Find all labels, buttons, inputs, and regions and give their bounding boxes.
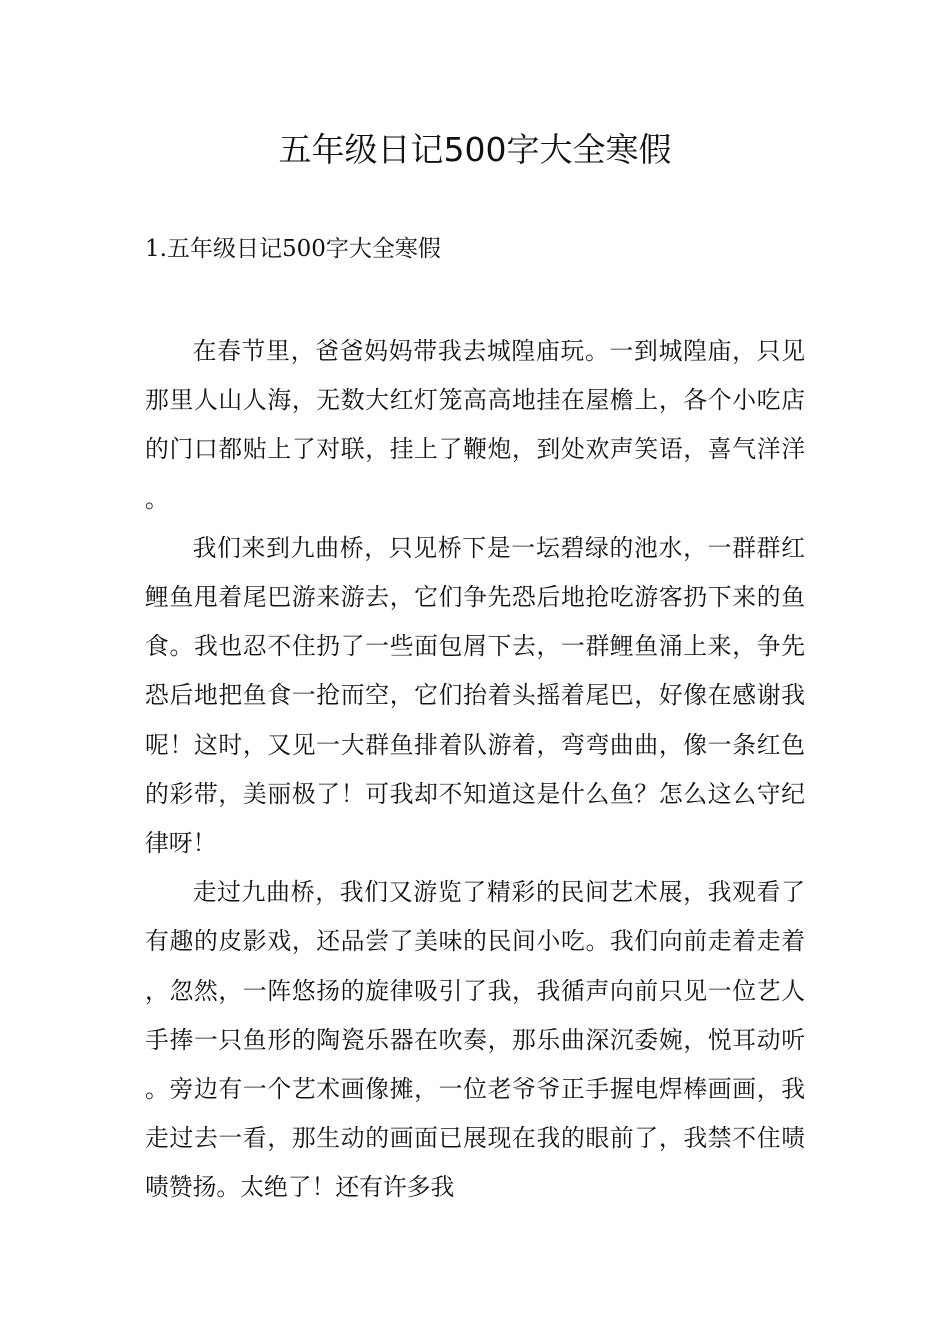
paragraph-3: 走过九曲桥，我们又游览了精彩的民间艺术展，我观看了有趣的皮影戏，还品尝了美味的民间小吃。我们向前走着走着，忽然，一阵悠扬的旋律吸引了我，我循声向前只见一位艺人手捧一只鱼形的陶瓷乐器在吹奏，那乐曲深沉委婉，悦耳动听。旁边有一个艺术画像摊，一位老爷爷正手握电焊棒画画，我走过去一看，那生动的画面已展现在我的眼前了，我禁不住啧啧赞扬。太绝了！还有许多我	[145, 878, 805, 1202]
document-body	[145, 327, 805, 1213]
document-title: 五年级日记500字大全寒假	[278, 130, 672, 169]
paragraph-1: 在春节里，爸爸妈妈带我去城隍庙玩。一到城隍庙，只见那里人山人海，无数大红灯笼高高地挂在屋檐上，各个小吃店的门口都贴上了对联，挂上了鞭炮，到处欢声笑语，喜气洋洋。	[145, 337, 805, 513]
paragraph-2: 我们来到九曲桥，只见桥下是一坛碧绿的池水，一群群红鲤鱼甩着尾巴游来游去，它们争先恐后地抢吃游客扔下来的鱼食。我也忍不住扔了一些面包屑下去，一群鲤鱼涌上来，争先恐后地把鱼食一抢而空，它们抬着头摇着尾巴，好像在感谢我呢！这时，又见一大群鱼排着队游着，弯弯曲曲，像一条红色的彩带，美丽极了！可我却不知道这是什么鱼？怎么这么守纪律呀！	[145, 533, 805, 858]
section-heading: 1.五年级日记500字大全寒假	[145, 236, 441, 262]
